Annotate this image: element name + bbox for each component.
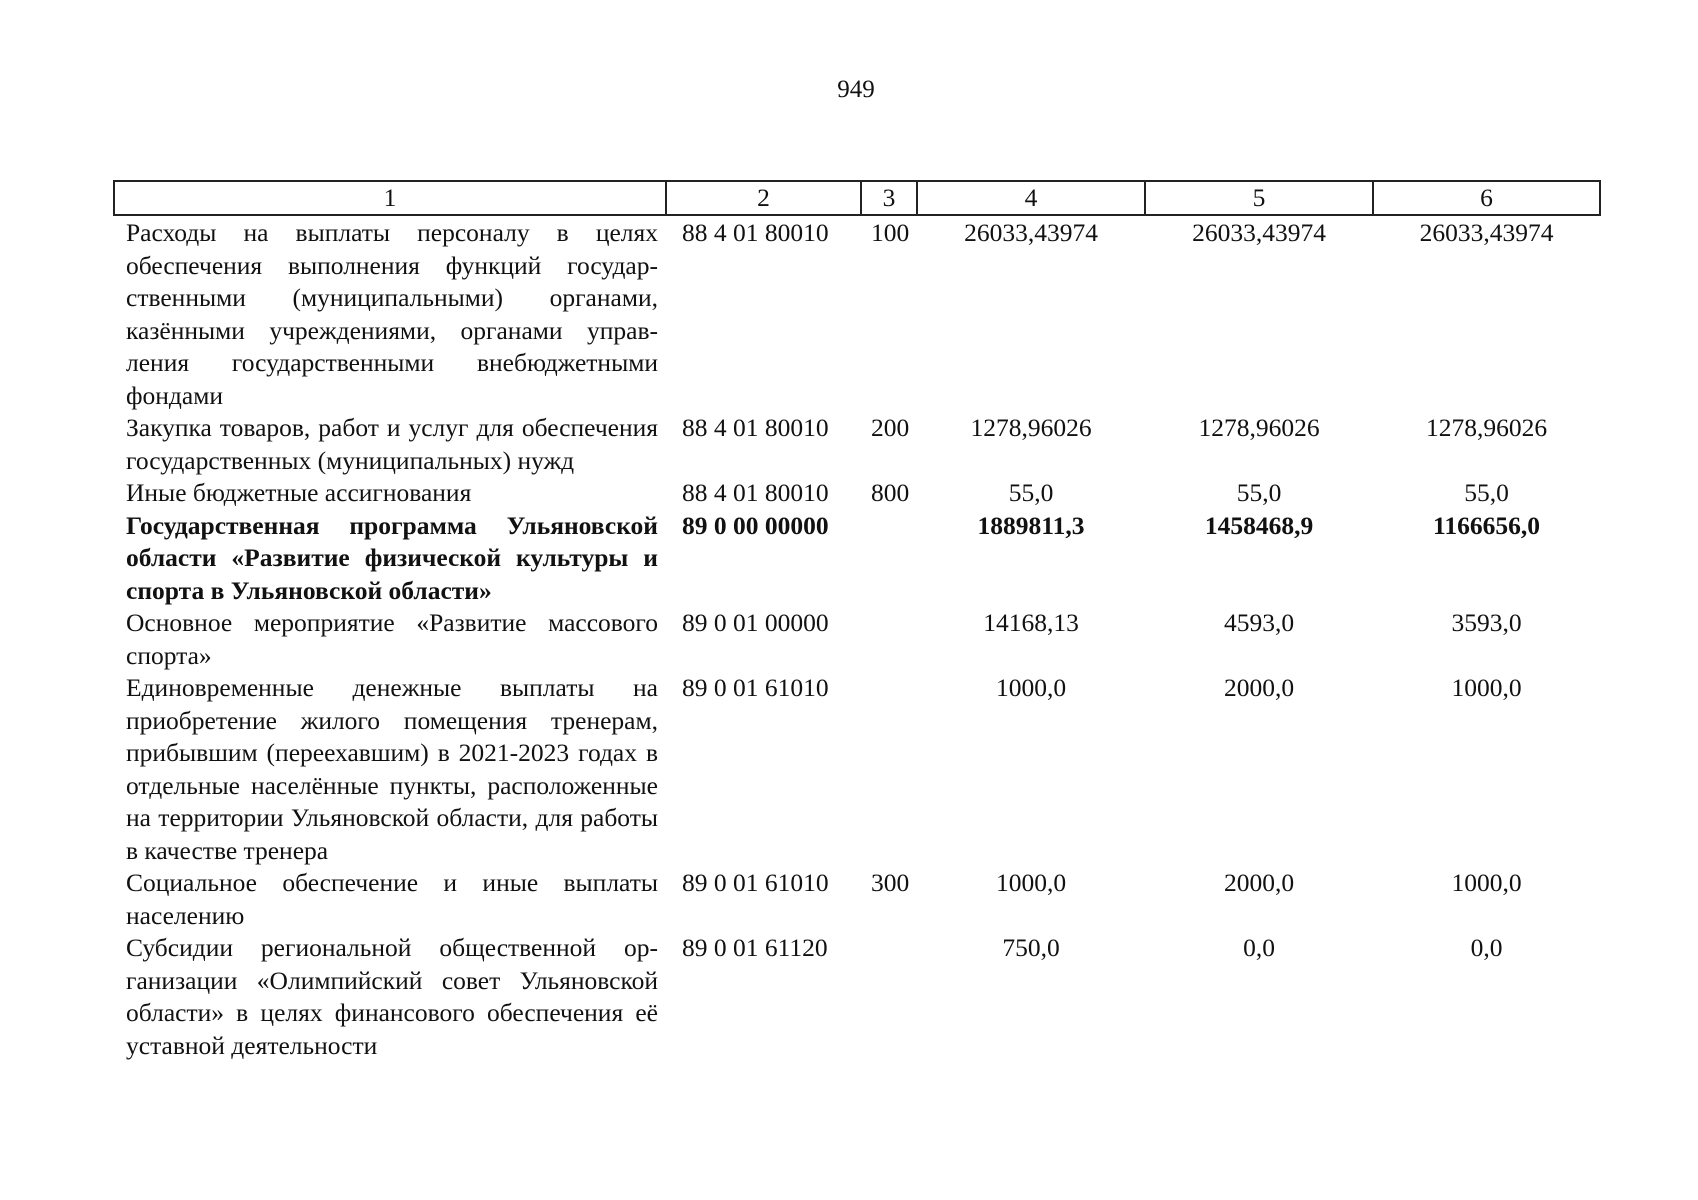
table-row bbox=[114, 672, 1600, 867]
row-code: 89 0 01 00000 bbox=[682, 608, 829, 637]
row-name: Социальное обеспечение и иные выплаты населению bbox=[126, 868, 658, 930]
row-amount-col5: 1278,96026 bbox=[1198, 413, 1320, 442]
row-amount-col5: 26033,43974 bbox=[1192, 218, 1326, 247]
row-expense-type bbox=[861, 672, 917, 867]
row-expense-type bbox=[861, 932, 917, 1062]
row-name: Закупка товаров, работ и услуг для обеспечения государственных (муниципальных) нужд bbox=[126, 413, 658, 475]
row-amount-col6: 1166656,0 bbox=[1433, 510, 1540, 540]
table-row bbox=[114, 412, 1600, 477]
row-amount-col5: 2000,0 bbox=[1223, 673, 1295, 702]
row-name: Субсидии региональной общественной организации «Олимпийский совет Ульяновской области» в целях финансового обеспечения её уставной деятельности bbox=[126, 933, 658, 1060]
row-amount-col6: 26033,43974 bbox=[1419, 218, 1554, 247]
row-amount-col5: 2000,0 bbox=[1223, 868, 1295, 897]
row-expense-type bbox=[861, 510, 917, 608]
row-amount-col4: 750,0 bbox=[1002, 933, 1060, 962]
row-amount-col4: 1889811,3 bbox=[977, 510, 1085, 540]
column-header: 3 bbox=[861, 181, 917, 215]
row-amount-col6: 1000,0 bbox=[1451, 868, 1522, 897]
row-amount-col6: 0,0 bbox=[1470, 933, 1503, 962]
column-header: 1 bbox=[114, 181, 666, 215]
table-row bbox=[114, 477, 1600, 510]
table-header-row bbox=[114, 181, 1600, 215]
row-amount-col6: 55,0 bbox=[1464, 478, 1509, 507]
row-amount-col4: 1000,0 bbox=[995, 868, 1067, 897]
row-expense-type: 800 bbox=[871, 478, 910, 507]
row-amount-col6: 1278,96026 bbox=[1425, 413, 1548, 442]
table-row-program bbox=[114, 510, 1600, 608]
row-amount-col4: 26033,43974 bbox=[964, 218, 1098, 247]
row-name: Иные бюджетные ассигнования bbox=[126, 478, 472, 507]
table-row bbox=[114, 867, 1600, 932]
row-code: 89 0 01 61120 bbox=[682, 933, 828, 962]
row-name: Основное мероприятие «Развитие массового спорта» bbox=[126, 608, 658, 670]
row-amount-col4: 14168,13 bbox=[983, 608, 1079, 637]
budget-table bbox=[113, 180, 1601, 1062]
row-name: Расходы на выплаты персоналу в целях обеспечения выполнения функций государственными (муниципальными) органами, казёнными учреждениями, органами управления государственными внебюджетными фондами bbox=[126, 218, 658, 410]
row-code: 89 0 00 00000 bbox=[682, 510, 829, 540]
row-code: 89 0 01 61010 bbox=[682, 868, 829, 897]
page-number: 949 bbox=[837, 76, 875, 103]
row-code: 88 4 01 80010 bbox=[682, 218, 829, 247]
row-expense-type: 300 bbox=[871, 868, 910, 897]
column-header: 2 bbox=[666, 181, 861, 215]
column-header: 5 bbox=[1145, 181, 1373, 215]
table-row bbox=[114, 932, 1600, 1062]
table-row bbox=[114, 607, 1600, 672]
row-name: Государственная программа Ульяновской области «Развитие физической культуры и спорта в Ульяновской области» bbox=[126, 510, 658, 605]
row-expense-type: 100 bbox=[871, 218, 910, 247]
row-amount-col5: 55,0 bbox=[1236, 478, 1282, 507]
row-amount-col6: 3593,0 bbox=[1451, 608, 1522, 637]
column-header: 6 bbox=[1373, 181, 1600, 215]
row-expense-type: 200 bbox=[871, 413, 910, 442]
column-header: 4 bbox=[917, 181, 1145, 215]
row-name: Единовременные денежные выплаты на приобретение жилого помещения тренерам, прибывшим (переехавшим) в 2021-2023 годах в отдельные населённые пункты, расположенные на территории Ульяновской области, для работы в качестве тренера bbox=[126, 673, 658, 865]
row-code: 89 0 01 61010 bbox=[682, 673, 829, 702]
table-row bbox=[114, 215, 1600, 412]
row-code: 88 4 01 80010 bbox=[682, 478, 829, 507]
row-amount-col4: 1000,0 bbox=[995, 673, 1067, 702]
row-amount-col5: 4593,0 bbox=[1223, 608, 1295, 637]
row-amount-col4: 1278,96026 bbox=[970, 413, 1092, 442]
row-amount-col6: 1000,0 bbox=[1451, 673, 1522, 702]
row-amount-col4: 55,0 bbox=[1008, 478, 1054, 507]
row-code: 88 4 01 80010 bbox=[682, 413, 829, 442]
row-expense-type bbox=[861, 607, 917, 672]
row-amount-col5: 0,0 bbox=[1243, 933, 1275, 962]
row-amount-col5: 1458468,9 bbox=[1204, 510, 1314, 540]
